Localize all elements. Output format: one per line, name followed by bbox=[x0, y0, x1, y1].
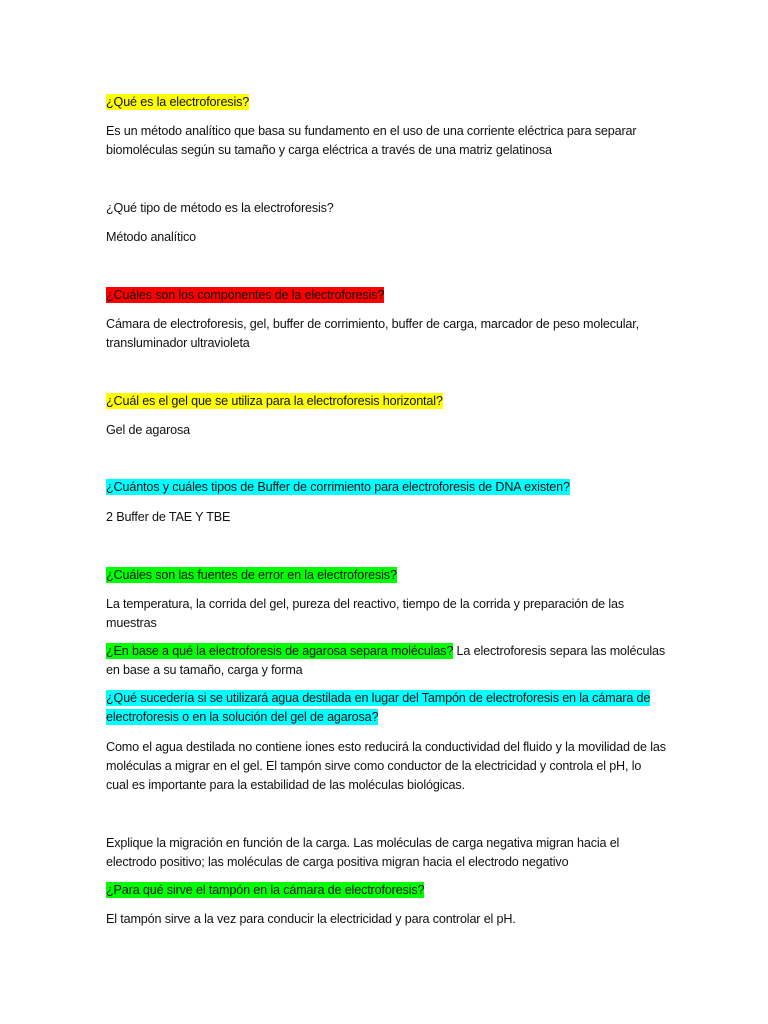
question-1 bbox=[106, 93, 666, 112]
question-10-text: ¿Para qué sirve el tampón en la cámara de electroforesis? bbox=[106, 883, 425, 897]
question-10 bbox=[106, 881, 666, 900]
question-6 bbox=[106, 566, 666, 585]
answer-6: La temperatura, la corrida del gel, pureza del reactivo, tiempo de la corrida y preparación de las muestras bbox=[106, 597, 625, 630]
answer-1: Es un método analítico que basa su fundamento en el uso de una corriente eléctrica para separar biomoléculas según su tamaño y carga eléctrica a través de una matriz gelatinosa bbox=[106, 124, 637, 157]
question-4-text: ¿Cuál es el gel que se utiliza para la electroforesis horizontal? bbox=[106, 394, 443, 408]
answer-5: 2 Buffer de TAE Y TBE bbox=[106, 510, 231, 524]
answer-10: El tampón sirve a la vez para conducir la electricidad y para controlar el pH. bbox=[106, 912, 516, 926]
question-8-text: ¿Qué sucedería si se utilizará agua destilada en lugar del Tampón de electroforesis en la cámara de electroforesis o en la solución del gel de agarosa? bbox=[106, 691, 651, 724]
question-6-text: ¿Cuáles son las fuentes de error en la electroforesis? bbox=[106, 568, 397, 582]
paragraph-migration: Explique la migración en función de la carga. Las moléculas de carga negativa migran hacia el electrodo positivo; las moléculas de carga positiva migran hacia el electrodo negativo bbox=[106, 836, 620, 869]
answer-8: Como el agua destilada no contiene iones esto reducirá la conductividad del fluido y la movilidad de las moléculas a migrar en el gel. El tampón sirve como conductor de la electricidad y controla el pH, lo cual es importante para la estabilidad de las moléculas biológicas. bbox=[106, 740, 666, 792]
question-5 bbox=[106, 478, 666, 497]
question-1-text: ¿Qué es la electroforesis? bbox=[106, 95, 250, 109]
question-7 bbox=[106, 642, 666, 680]
question-3-text: ¿Cuáles son los componentes de la electroforesis? bbox=[106, 288, 385, 302]
question-4 bbox=[106, 392, 666, 411]
question-7-text: ¿En base a qué la electroforesis de agarosa separa moléculas? bbox=[106, 644, 454, 658]
question-2: ¿Qué tipo de método es la electroforesis? bbox=[106, 201, 334, 215]
answer-4: Gel de agarosa bbox=[106, 423, 191, 437]
answer-3: Cámara de electroforesis, gel, buffer de corrimiento, buffer de carga, marcador de peso molecular, transluminador ultravioleta bbox=[106, 317, 639, 350]
answer-7: La electroforesis separa las moléculas en base a su tamaño, carga y forma bbox=[106, 644, 666, 677]
answer-2: Método analítico bbox=[106, 230, 197, 244]
question-5-text: ¿Cuántos y cuáles tipos de Buffer de corrimiento para electroforesis de DNA existen? bbox=[106, 480, 570, 494]
question-8 bbox=[106, 689, 666, 727]
question-3 bbox=[106, 286, 666, 305]
